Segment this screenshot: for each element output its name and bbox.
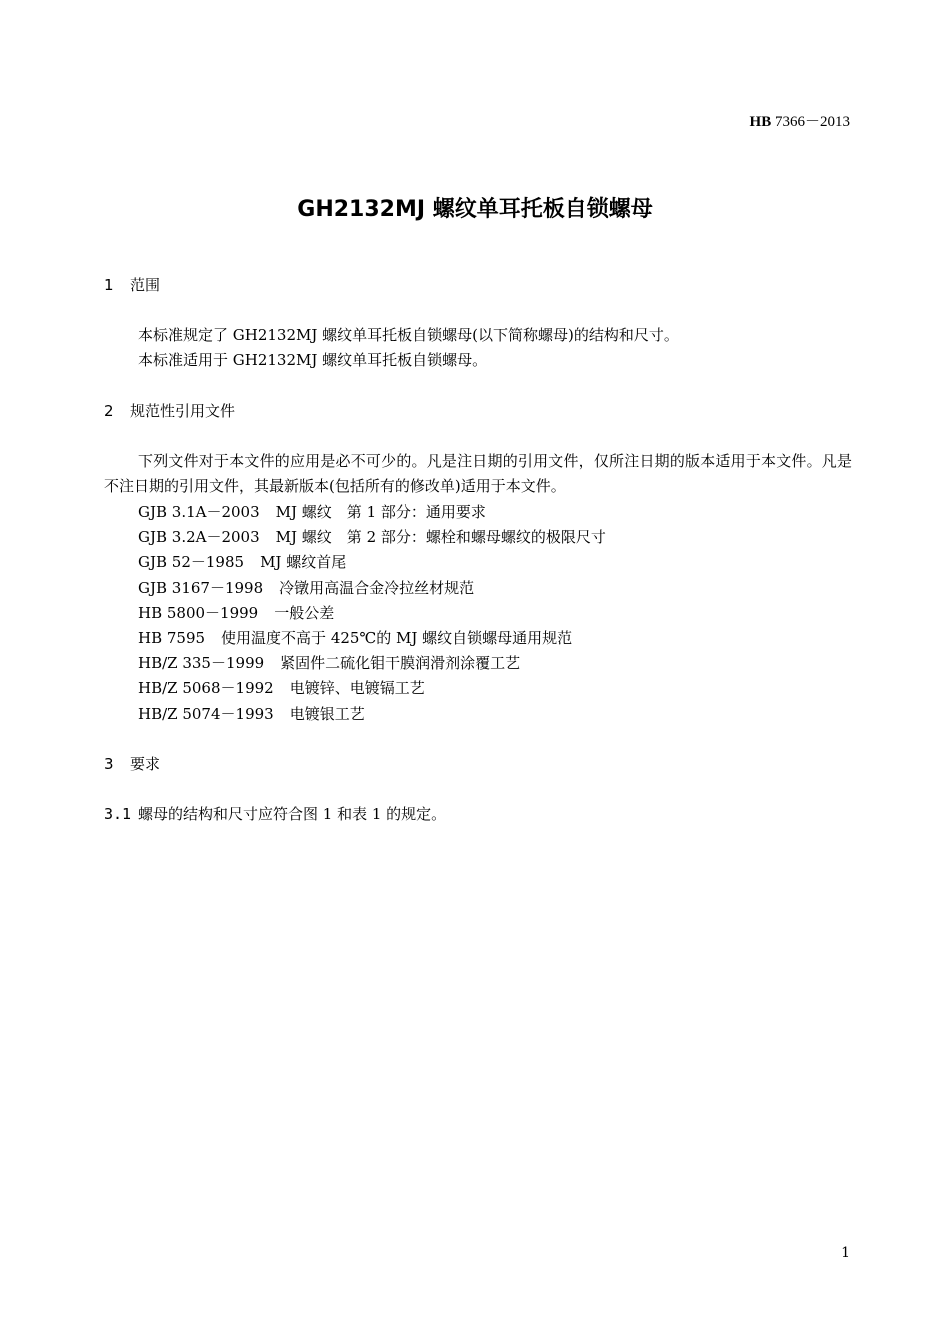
reference-code: HB 5800－1999 <box>138 603 259 622</box>
section-number: 3 <box>104 755 114 773</box>
clause-text: 螺母的结构和尺寸应符合图 1 和表 1 的规定。 <box>138 805 447 823</box>
list-item <box>138 601 606 626</box>
list-item <box>138 626 606 651</box>
clause-number: 3.1 <box>104 805 132 823</box>
reference-code: HB/Z 5068－1992 <box>138 679 274 698</box>
section-title: 要求 <box>130 755 161 773</box>
document-title: GH2132MJ 螺纹单耳托板自锁螺母 <box>297 197 653 222</box>
list-item <box>138 550 606 575</box>
normative-references-intro: 下列文件对于本文件的应用是必不可少的。凡是注日期的引用文件，仅所注日期的版本适用于本文件。凡是不注日期的引用文件，其最新版本(包括所有的修改单)适用于本文件。 <box>104 452 852 495</box>
reference-code: HB/Z 335－1999 <box>138 654 265 673</box>
standard-code <box>750 110 850 131</box>
reference-code: GJB 3.2A－2003 <box>138 528 260 547</box>
reference-code: GJB 3.1A－2003 <box>138 503 260 521</box>
section-title: 范围 <box>130 276 161 294</box>
section-title: 规范性引用文件 <box>130 402 236 420</box>
reference-title: MJ 螺纹 第 1 部分：通用要求 <box>275 503 486 521</box>
reference-title: 紧固件二硫化钼干膜润滑剂涂覆工艺 <box>280 654 521 673</box>
reference-title: 冷镦用高温合金冷拉丝材规范 <box>279 578 475 597</box>
reference-code: HB/Z 5074－1993 <box>138 704 274 723</box>
clause-3-1 <box>104 803 446 824</box>
section-number: 2 <box>104 402 114 420</box>
list-item <box>138 525 606 550</box>
reference-title: 电镀银工艺 <box>289 704 365 723</box>
section-heading-scope <box>104 274 160 295</box>
reference-code: GJB 3167－1998 <box>138 578 264 597</box>
reference-title: MJ 螺纹首尾 <box>260 553 347 572</box>
reference-code: HB 7595 <box>138 628 206 647</box>
standard-code-prefix: HB <box>749 114 772 130</box>
reference-title: 电镀锌、电镀镉工艺 <box>289 679 425 698</box>
reference-title: MJ 螺纹 第 2 部分：螺栓和螺母螺纹的极限尺寸 <box>275 528 606 547</box>
list-item <box>138 651 606 676</box>
scope-paragraph: 本标准适用于 GH2132MJ 螺纹单耳托板自锁螺母。 <box>138 351 488 369</box>
list-item <box>138 500 606 525</box>
reference-list <box>138 500 606 727</box>
list-item <box>138 676 606 701</box>
reference-title: 使用温度不高于 425℃的 MJ 螺纹自锁螺母通用规范 <box>221 628 573 647</box>
reference-code: GJB 52－1985 <box>138 553 245 572</box>
section-heading-normative-references <box>104 400 235 421</box>
list-item <box>138 576 606 601</box>
reference-title: 一般公差 <box>274 603 335 622</box>
section-heading-requirements <box>104 753 160 774</box>
list-item <box>138 702 606 727</box>
scope-paragraph: 本标准规定了 GH2132MJ 螺纹单耳托板自锁螺母(以下简称螺母)的结构和尺寸。 <box>138 326 679 344</box>
standard-code-number: 7366－2013 <box>774 114 850 130</box>
section-number: 1 <box>104 276 114 294</box>
page-number: 1 <box>841 1245 850 1261</box>
